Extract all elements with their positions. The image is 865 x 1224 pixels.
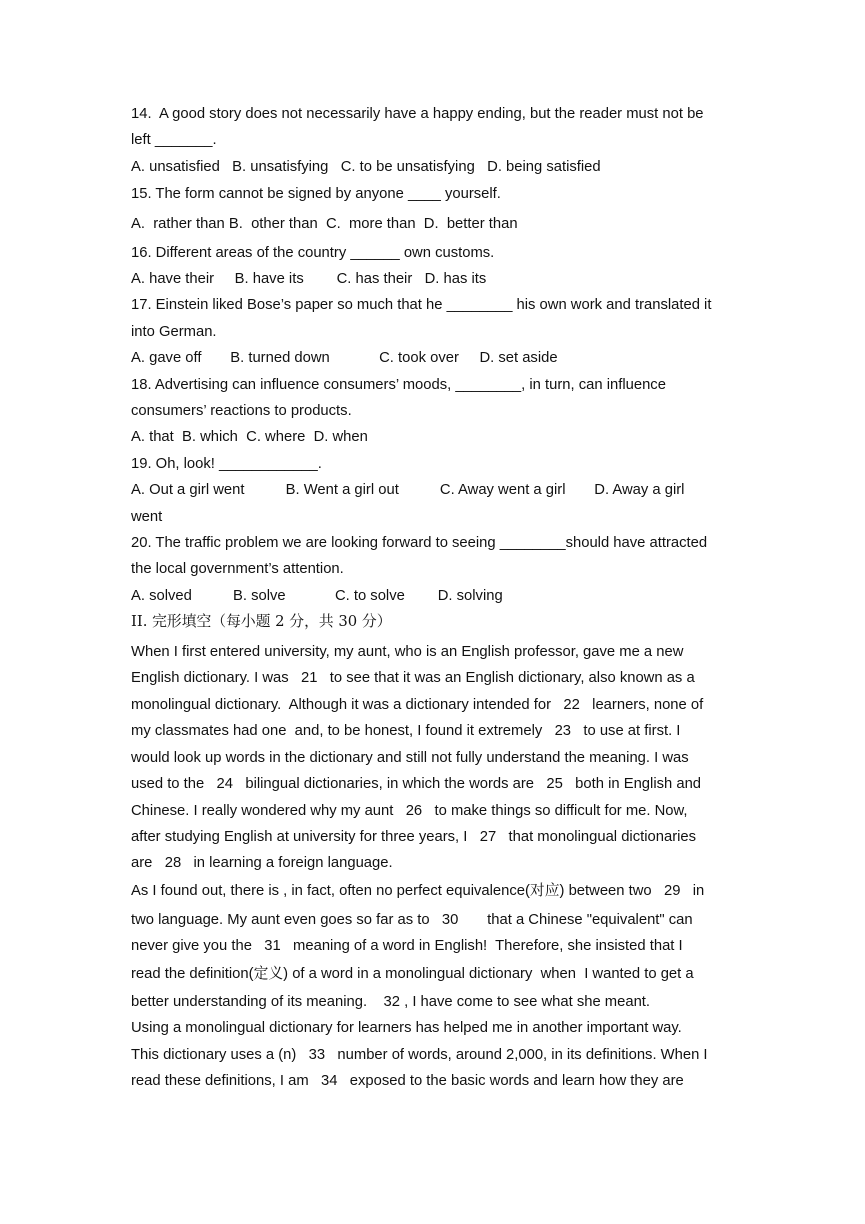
passage-line: read these definitions, I am 34 exposed to the basic words and learn how they are xyxy=(131,1073,684,1089)
section-ii-heading: II. 完形填空（每小题 2 分，共 30 分） xyxy=(131,613,392,630)
question-17-options: A. gave off B. turned down C. took over D. set aside xyxy=(131,350,558,366)
passage-line: Using a monolingual dictionary for learners has helped me in another important way. xyxy=(131,1020,682,1036)
question-16-options: A. have their B. have its C. has their D. has its xyxy=(131,271,487,287)
question-15-stem: 15. The form cannot be signed by anyone ____ yourself. xyxy=(131,186,501,202)
passage-line: after studying English at university for three years, I 27 that monolingual dictionaries xyxy=(131,829,697,845)
passage-line: Chinese. I really wondered why my aunt 26 to make things so difficult for me. Now, xyxy=(131,803,688,819)
passage-line: my classmates had one and, to be honest, I found it extremely 23 to use at first. I xyxy=(131,723,681,739)
question-19-options-continued: went xyxy=(131,509,163,525)
question-14-stem-continued: left _______. xyxy=(131,132,217,148)
question-14-stem: 14. A good story does not necessarily have a happy ending, but the reader must not be xyxy=(131,106,704,122)
question-17-stem: 17. Einstein liked Bose’s paper so much that he ________ his own work and translated it xyxy=(131,297,712,313)
question-15-options: A. rather than B. other than C. more than D. better than xyxy=(131,216,518,232)
passage-line: As I found out, there is , in fact, often no perfect equivalence(对应) between two 29 in xyxy=(131,883,705,899)
question-19-stem: 19. Oh, look! ____________. xyxy=(131,456,322,472)
passage-line: monolingual dictionary. Although it was a dictionary intended for 22 learners, none of xyxy=(131,697,704,713)
question-14-options: A. unsatisfied B. unsatisfying C. to be unsatisfying D. being satisfied xyxy=(131,159,601,175)
question-18-options: A. that B. which C. where D. when xyxy=(131,429,368,445)
question-20-stem-continued: the local government’s attention. xyxy=(131,561,344,577)
question-20-stem: 20. The traffic problem we are looking forward to seeing ________should have attracted xyxy=(131,535,708,551)
question-18-stem-continued: consumers’ reactions to products. xyxy=(131,403,352,419)
passage-line: When I first entered university, my aunt, who is an English professor, gave me a new xyxy=(131,644,684,660)
question-17-stem-continued: into German. xyxy=(131,324,217,340)
question-19-options: A. Out a girl went B. Went a girl out C. Away went a girl D. Away a girl xyxy=(131,482,685,498)
passage-line: used to the 24 bilingual dictionaries, in which the words are 25 both in English and xyxy=(131,776,702,792)
question-20-options: A. solved B. solve C. to solve D. solving xyxy=(131,588,503,604)
passage-line: are 28 in learning a foreign language. xyxy=(131,855,393,871)
passage-line: better understanding of its meaning. 32 , I have come to see what she meant. xyxy=(131,994,651,1010)
passage-line: would look up words in the dictionary and still not fully understand the meaning. I was xyxy=(131,750,689,766)
passage-line: This dictionary uses a (n) 33 number of words, around 2,000, in its definitions. When I xyxy=(131,1047,708,1063)
question-16-stem: 16. Different areas of the country ______ own customs. xyxy=(131,245,495,261)
question-18-stem: 18. Advertising can influence consumers’ moods, ________, in turn, can influence xyxy=(131,377,666,393)
passage-line: never give you the 31 meaning of a word in English! Therefore, she insisted that I xyxy=(131,938,683,954)
passage-line: two language. My aunt even goes so far as to 30 that a Chinese "equivalent" can xyxy=(131,912,693,928)
passage-line: English dictionary. I was 21 to see that it was an English dictionary, also known as a xyxy=(131,670,695,686)
passage-line: read the definition(定义) of a word in a monolingual dictionary when I wanted to get a xyxy=(131,966,694,982)
